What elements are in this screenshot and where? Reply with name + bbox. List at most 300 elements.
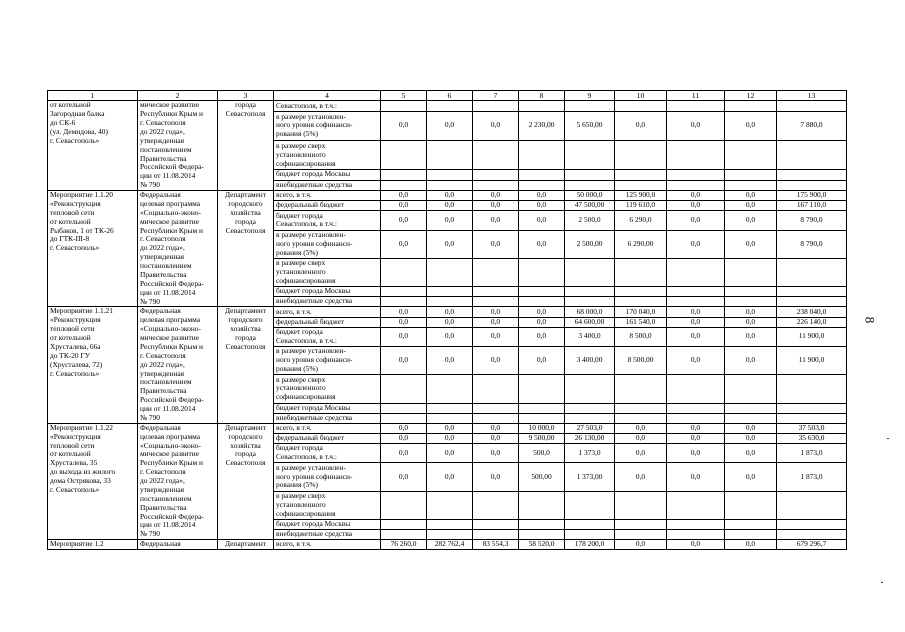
amount-cell: 0,0 — [725, 463, 777, 491]
amount-cell — [473, 180, 519, 190]
amount-cell — [565, 140, 615, 169]
amount-cell: 0,0 — [381, 230, 427, 258]
amount-cell: 0,0 — [725, 191, 777, 201]
amount-cell — [667, 287, 725, 297]
program-basis-line: до 2022 года», — [140, 243, 185, 253]
funding-source-line: всего, в т.ч. — [276, 306, 312, 316]
program-basis-line: целевая программа — [140, 431, 201, 441]
amount-cell — [725, 101, 777, 111]
funding-source — [274, 230, 381, 258]
amount-cell — [725, 258, 777, 286]
amount-cell — [427, 258, 473, 286]
executor-line: города — [235, 216, 256, 226]
funding-source — [274, 317, 381, 327]
amount-cell: 0,0 — [381, 201, 427, 211]
funding-source — [274, 211, 381, 230]
amount-cell: 0,0 — [427, 111, 473, 140]
amount-cell: 27 503,0 — [565, 423, 615, 433]
amount-cell: 0,0 — [667, 111, 725, 140]
program-basis-line: Российской Федера- — [140, 395, 204, 405]
amount-cell: 282 762,4 — [427, 540, 473, 550]
activity-name — [48, 307, 138, 423]
amount-cell — [777, 287, 847, 297]
amount-cell — [427, 180, 473, 190]
amount-cell: 0,0 — [381, 423, 427, 433]
executor-line: городского — [228, 431, 263, 441]
amount-cell: 0,0 — [427, 423, 473, 433]
amount-cell: 0,0 — [725, 317, 777, 327]
funding-source — [274, 101, 381, 111]
amount-cell — [473, 287, 519, 297]
amount-cell — [427, 287, 473, 297]
amount-cell — [725, 180, 777, 190]
funding-source-line: установленного — [276, 499, 326, 509]
amount-cell — [565, 297, 615, 307]
scan-speck — [881, 582, 883, 583]
amount-cell: 37 503,0 — [777, 423, 847, 433]
program-basis-line: «Социально-эконо- — [140, 440, 201, 450]
amount-cell: 500,0 — [519, 444, 565, 463]
amount-cell — [519, 101, 565, 111]
activity-name-line: от котельной — [50, 449, 91, 459]
amount-cell: 6 290,0 — [615, 211, 667, 230]
activity-name-line: г. Севастополь» — [50, 135, 100, 145]
amount-cell: 26 130,00 — [565, 433, 615, 443]
amount-cell — [473, 403, 519, 413]
amount-cell — [381, 413, 427, 423]
amount-cell: 0,0 — [667, 307, 725, 317]
funding-source-line: ного уровня софинанси- — [276, 238, 353, 248]
amount-cell — [519, 491, 565, 519]
executor — [218, 423, 274, 539]
amount-cell: 0,0 — [381, 191, 427, 201]
amount-cell — [519, 413, 565, 423]
amount-cell: 0,0 — [519, 346, 565, 374]
program-basis-line: г. Севастополя — [140, 118, 186, 128]
amount-cell — [473, 170, 519, 180]
amount-cell: 47 500,00 — [565, 201, 615, 211]
amount-cell — [725, 297, 777, 307]
program-basis-line: г. Севастополя — [140, 234, 186, 244]
table-row — [48, 540, 847, 550]
amount-cell: 0,0 — [667, 346, 725, 374]
activity-name-line: Мероприятие 1.1.21 — [50, 306, 113, 316]
amount-cell: 0,0 — [381, 211, 427, 230]
executor-line: Департамент — [225, 423, 266, 432]
executor-line: Департамент — [225, 539, 266, 549]
program-basis-line: Российской Федера- — [140, 162, 204, 172]
funding-source — [274, 111, 381, 140]
column-header: 12 — [725, 91, 777, 101]
executor — [218, 101, 274, 191]
amount-cell — [427, 101, 473, 111]
funding-source — [274, 180, 381, 190]
funding-source-line: в размере сверх — [276, 258, 326, 268]
executor-line: Севастополя — [225, 109, 266, 119]
funding-source — [274, 463, 381, 491]
scan-speck — [887, 438, 889, 439]
amount-cell — [519, 287, 565, 297]
amount-cell: 76 260,0 — [381, 540, 427, 550]
amount-cell — [667, 140, 725, 169]
program-basis-line: утвержденная — [140, 135, 185, 145]
program-basis-line: Республики Крым и — [140, 341, 203, 351]
funding-source — [274, 403, 381, 413]
executor-line: хозяйства — [230, 324, 261, 334]
table-row — [48, 307, 847, 317]
amount-cell — [615, 375, 667, 403]
funding-source — [274, 170, 381, 180]
amount-cell: 0,0 — [667, 191, 725, 201]
activity-name-line: г. Севастополь» — [50, 243, 100, 253]
funding-source-line: бюджет города — [276, 327, 323, 336]
table-row — [48, 101, 847, 111]
amount-cell: 58 520,0 — [519, 540, 565, 550]
amount-cell — [519, 519, 565, 529]
amount-cell: 0,0 — [427, 463, 473, 491]
funding-source — [274, 433, 381, 443]
funding-source — [274, 423, 381, 433]
column-header: 2 — [138, 91, 218, 101]
amount-cell — [473, 530, 519, 540]
amount-cell — [427, 375, 473, 403]
amount-cell — [777, 140, 847, 169]
column-header: 13 — [777, 91, 847, 101]
program-basis — [138, 191, 218, 307]
amount-cell — [519, 530, 565, 540]
activity-name-line: до выхода из жилого — [50, 467, 116, 477]
amount-cell: 7 880,0 — [777, 111, 847, 140]
funding-source-line: внебюджетные средства — [276, 413, 353, 422]
amount-cell — [615, 519, 667, 529]
program-basis-line: ции от 11.08.2014 — [140, 287, 196, 297]
amount-cell: 0,0 — [615, 433, 667, 443]
amount-cell: 0,0 — [427, 433, 473, 443]
executor-line: городского — [228, 315, 263, 325]
amount-cell — [615, 403, 667, 413]
amount-cell — [667, 403, 725, 413]
amount-cell — [427, 170, 473, 180]
column-header: 10 — [615, 91, 667, 101]
amount-cell — [725, 413, 777, 423]
amount-cell: 0,0 — [473, 230, 519, 258]
funding-source — [274, 327, 381, 346]
amount-cell — [565, 180, 615, 190]
program-basis-line: Правительства — [140, 502, 187, 512]
program-basis-line: Российской Федера- — [140, 278, 204, 288]
amount-cell — [565, 403, 615, 413]
amount-cell: 175 900,0 — [777, 191, 847, 201]
executor-line: Департамент — [225, 306, 266, 316]
program-basis-line: мическое развитие — [140, 333, 200, 343]
amount-cell — [565, 287, 615, 297]
amount-cell: 679 296,7 — [777, 540, 847, 550]
funding-source-line: всего, в т.ч. — [276, 423, 312, 432]
amount-cell: 125 900,0 — [615, 191, 667, 201]
amount-cell — [667, 180, 725, 190]
amount-cell — [777, 297, 847, 307]
column-header: 4 — [274, 91, 381, 101]
program-basis-line: Республики Крым и — [140, 109, 203, 119]
funding-source — [274, 346, 381, 374]
amount-cell — [725, 519, 777, 529]
program-basis-line: Республики Крым и — [140, 458, 203, 468]
amount-cell: 0,0 — [725, 307, 777, 317]
executor — [218, 307, 274, 423]
amount-cell — [615, 258, 667, 286]
program-basis-line: Республики Крым и — [140, 225, 203, 235]
amount-cell: 50 000,0 — [565, 191, 615, 201]
funding-source-line: федеральный бюджет — [276, 200, 345, 210]
funding-source-line: в размере установлен- — [276, 111, 346, 121]
amount-cell: 119 610,0 — [615, 201, 667, 211]
column-header: 11 — [667, 91, 725, 101]
activity-name — [48, 101, 138, 191]
activity-name-line: от котельной — [50, 333, 91, 343]
funding-source — [274, 491, 381, 519]
amount-cell: 0,0 — [473, 423, 519, 433]
amount-cell: 11 900,0 — [777, 346, 847, 374]
amount-cell: 238 040,0 — [777, 307, 847, 317]
activity-name — [48, 540, 138, 550]
amount-cell — [565, 530, 615, 540]
executor-line: города — [235, 449, 256, 459]
program-basis-line: до 2022 года», — [140, 476, 185, 486]
activity-name-line: «Реконструкция — [50, 198, 101, 208]
activity-name — [48, 191, 138, 307]
activity-name-line: до СК-6 — [50, 118, 76, 128]
amount-cell — [427, 413, 473, 423]
funding-source-line: бюджет города Москвы — [276, 286, 351, 296]
amount-cell: 0,0 — [519, 201, 565, 211]
amount-cell: 0,0 — [427, 230, 473, 258]
amount-cell: 0,0 — [381, 463, 427, 491]
column-header: 6 — [427, 91, 473, 101]
amount-cell: 0,0 — [667, 201, 725, 211]
amount-cell — [777, 170, 847, 180]
activity-name-line: Загородная балка — [50, 109, 105, 119]
funding-source-line: внебюджетные средства — [276, 180, 353, 189]
amount-cell — [565, 519, 615, 529]
executor-line: хозяйства — [230, 207, 261, 217]
funding-source — [274, 297, 381, 307]
executor — [218, 191, 274, 307]
amount-cell: 0,0 — [427, 191, 473, 201]
funding-source-line: всего, в т.ч. — [276, 190, 312, 200]
amount-cell — [427, 519, 473, 529]
amount-cell: 0,0 — [473, 111, 519, 140]
executor-line: Департамент — [225, 190, 266, 200]
program-basis-line: утвержденная — [140, 484, 185, 494]
amount-cell — [725, 287, 777, 297]
amount-cell — [473, 519, 519, 529]
amount-cell: 0,0 — [381, 111, 427, 140]
activity-name-line: тепловой сети — [50, 324, 95, 334]
amount-cell — [725, 140, 777, 169]
amount-cell — [565, 413, 615, 423]
amount-cell: 8 500,00 — [615, 346, 667, 374]
amount-cell — [615, 101, 667, 111]
activity-name-line: до ТК-20 ГУ — [50, 350, 90, 360]
amount-cell — [565, 375, 615, 403]
amount-cell: 2 230,00 — [519, 111, 565, 140]
header-row — [48, 91, 847, 101]
amount-cell — [473, 413, 519, 423]
activity-name-line: г. Севастополь» — [50, 484, 100, 494]
program-basis-line: № 790 — [140, 296, 160, 306]
amount-cell — [519, 140, 565, 169]
amount-cell — [473, 140, 519, 169]
funding-source-line: бюджет города Москвы — [276, 169, 351, 179]
funding-source-line: в размере установлен- — [276, 346, 346, 356]
amount-cell — [381, 375, 427, 403]
amount-cell: 0,0 — [615, 463, 667, 491]
amount-cell: 0,0 — [725, 444, 777, 463]
amount-cell — [777, 403, 847, 413]
program-basis-line: Правительства — [140, 153, 187, 163]
funding-source-line: внебюджетные средства — [276, 296, 353, 306]
program-basis-line: Правительства — [140, 269, 187, 279]
amount-cell — [565, 101, 615, 111]
program-basis-line: целевая программа — [140, 198, 201, 208]
column-header: 1 — [48, 91, 138, 101]
activity-name-line: Мероприятие 1.1.20 — [50, 190, 113, 200]
amount-cell: 0,0 — [519, 211, 565, 230]
amount-cell: 83 554,3 — [473, 540, 519, 550]
funding-source-line: софинансирования — [276, 392, 336, 402]
funding-source — [274, 519, 381, 529]
amount-cell — [381, 180, 427, 190]
amount-cell — [777, 530, 847, 540]
amount-cell: 0,0 — [725, 423, 777, 433]
amount-cell: 3 400,00 — [565, 346, 615, 374]
amount-cell: 0,0 — [427, 327, 473, 346]
program-basis-line: постановлением — [140, 377, 192, 387]
activity-name-line: г. Севастополь» — [50, 368, 100, 378]
funding-source-line: бюджет города — [276, 443, 323, 453]
amount-cell: 0,0 — [615, 111, 667, 140]
program-basis-line: постановлением — [140, 144, 192, 154]
executor-line: городского — [228, 198, 263, 208]
amount-cell: 167 110,0 — [777, 201, 847, 211]
amount-cell: 0,0 — [615, 423, 667, 433]
program-basis-line: до 2022 года», — [140, 359, 185, 369]
funding-source — [274, 375, 381, 403]
amount-cell: 10 000,0 — [519, 423, 565, 433]
amount-cell: 0,0 — [519, 191, 565, 201]
amount-cell: 500,00 — [519, 463, 565, 491]
amount-cell: 0,0 — [667, 423, 725, 433]
amount-cell — [473, 491, 519, 519]
activity-name-line: Мероприятие 1.1.22 — [50, 423, 113, 432]
funding-source — [274, 307, 381, 317]
column-header: 3 — [218, 91, 274, 101]
program-basis-line: ции от 11.08.2014 — [140, 404, 196, 414]
funding-source-line: рования (5%) — [276, 364, 318, 374]
activity-name-line: тепловой сети — [50, 440, 95, 450]
amount-cell: 0,0 — [427, 444, 473, 463]
program-basis-line: «Социально-эконо- — [140, 207, 201, 217]
amount-cell: 0,0 — [667, 327, 725, 346]
amount-cell — [519, 403, 565, 413]
amount-cell: 0,0 — [725, 201, 777, 211]
amount-cell — [519, 258, 565, 286]
amount-cell: 8 500,0 — [615, 327, 667, 346]
amount-cell — [615, 180, 667, 190]
amount-cell: 0,0 — [473, 444, 519, 463]
amount-cell — [667, 491, 725, 519]
amount-cell: 1 373,0 — [565, 444, 615, 463]
column-header: 9 — [565, 91, 615, 101]
amount-cell — [615, 170, 667, 180]
amount-cell: 0,0 — [473, 307, 519, 317]
program-basis-line: постановлением — [140, 261, 192, 271]
amount-cell — [667, 413, 725, 423]
amount-cell: 11 900,0 — [777, 327, 847, 346]
amount-cell — [381, 140, 427, 169]
amount-cell — [667, 530, 725, 540]
amount-cell: 0,0 — [381, 444, 427, 463]
amount-cell — [777, 491, 847, 519]
amount-cell: 0,0 — [725, 327, 777, 346]
amount-cell: 0,0 — [473, 463, 519, 491]
amount-cell: 0,0 — [667, 463, 725, 491]
amount-cell: 3 400,0 — [565, 327, 615, 346]
amount-cell — [777, 258, 847, 286]
funding-source-line: бюджет города Москвы — [276, 403, 351, 412]
activity-name-line: Хрусталева, 35 — [50, 458, 98, 468]
amount-cell — [381, 170, 427, 180]
page-number: 8 — [862, 316, 878, 324]
program-basis-line: Федеральная — [140, 190, 181, 200]
amount-cell — [615, 287, 667, 297]
amount-cell — [519, 170, 565, 180]
amount-cell — [667, 101, 725, 111]
amount-cell: 2 500,00 — [565, 230, 615, 258]
amount-cell: 0,0 — [615, 540, 667, 550]
program-basis — [138, 101, 218, 191]
program-basis-line: целевая программа — [140, 315, 201, 325]
funding-source — [274, 191, 381, 201]
funding-source-line: ного уровня софинанси- — [276, 471, 353, 481]
amount-cell: 0,0 — [427, 201, 473, 211]
program-basis-line: постановлением — [140, 493, 192, 503]
amount-cell — [667, 170, 725, 180]
amount-cell — [667, 258, 725, 286]
amount-cell: 0,0 — [667, 540, 725, 550]
amount-cell — [381, 519, 427, 529]
funding-source-line: софинансирования — [276, 508, 336, 518]
amount-cell — [565, 491, 615, 519]
funding-source — [274, 413, 381, 423]
executor-line: Севастополя — [225, 225, 266, 235]
funding-source — [274, 140, 381, 169]
amount-cell — [777, 180, 847, 190]
amount-cell — [565, 258, 615, 286]
amount-cell: 0,0 — [667, 444, 725, 463]
program-basis-line: утвержденная — [140, 252, 185, 262]
executor-line: хозяйства — [230, 440, 261, 450]
funding-source-line: рования (5%) — [276, 480, 318, 490]
amount-cell — [777, 101, 847, 111]
amount-cell: 178 200,0 — [565, 540, 615, 550]
amount-cell — [519, 297, 565, 307]
amount-cell: 1 873,0 — [777, 444, 847, 463]
amount-cell: 0,0 — [473, 201, 519, 211]
amount-cell: 0,0 — [427, 211, 473, 230]
executor-line: Севастополя — [225, 341, 266, 351]
amount-cell: 0,0 — [725, 211, 777, 230]
